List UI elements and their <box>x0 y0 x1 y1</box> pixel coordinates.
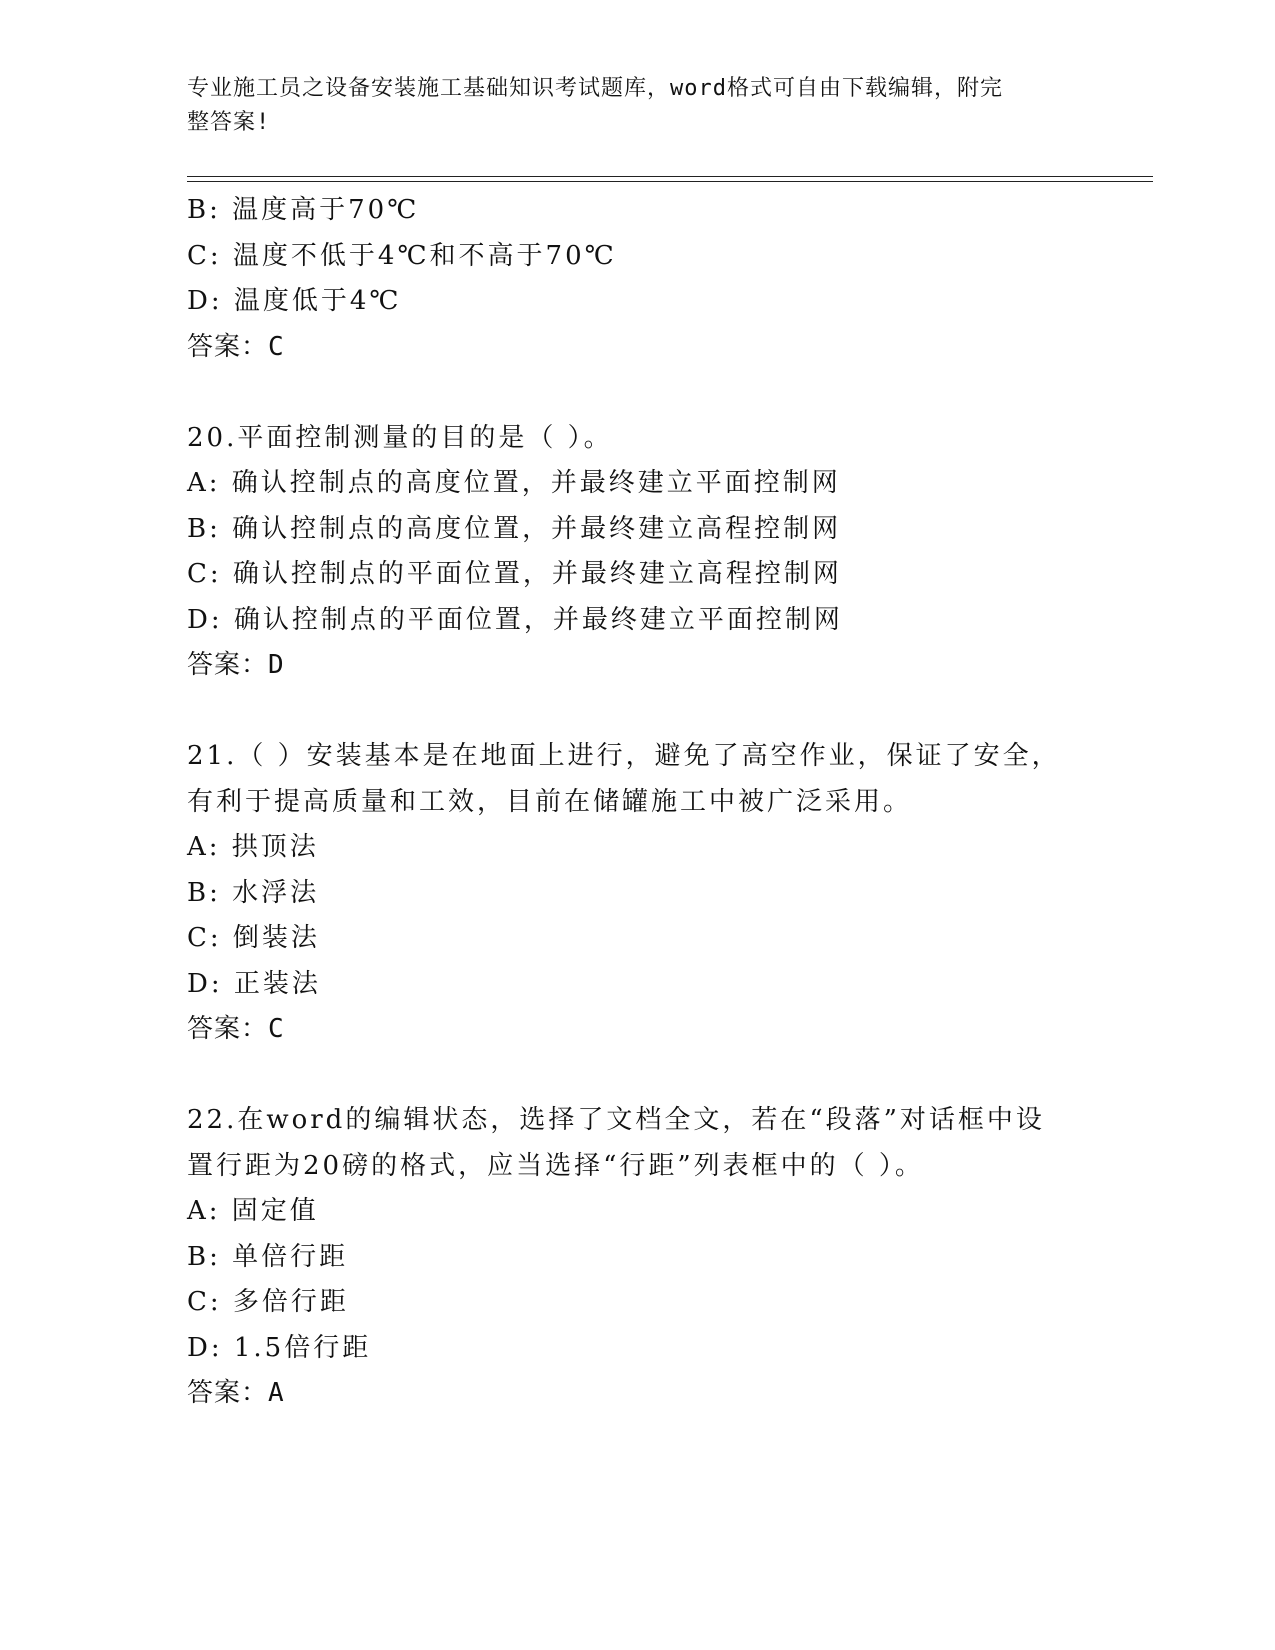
option-a: A: 拱顶法 <box>187 832 319 862</box>
option-d: D: 确认控制点的平面位置，并最终建立平面控制网 <box>187 604 843 635</box>
header-line-2: 整答案! <box>187 110 271 135</box>
question-19-tail <box>187 188 1087 370</box>
option-b: B: 确认控制点的高度位置，并最终建立高程控制网 <box>187 513 842 544</box>
option-c: C: 温度不低于4℃和不高于70℃ <box>187 240 617 271</box>
answer: 答案：D <box>187 650 285 680</box>
option-b: B: 水浮法 <box>187 877 320 908</box>
answer: 答案：C <box>187 1014 285 1044</box>
question-22 <box>187 1098 1087 1417</box>
answer: 答案：C <box>187 331 285 362</box>
answer: 答案：A <box>187 1378 285 1408</box>
option-b: B: 温度高于70℃ <box>187 195 420 225</box>
option-d: D: 1.5倍行距 <box>187 1332 372 1363</box>
option-a: A: 固定值 <box>187 1196 319 1226</box>
option-b: B: 单倍行距 <box>187 1241 349 1272</box>
question-21 <box>187 734 1087 1053</box>
header-divider-top <box>187 176 1153 177</box>
spacer <box>187 689 1087 735</box>
spacer <box>187 1053 1087 1099</box>
question-list <box>187 188 1087 1417</box>
option-c: C: 确认控制点的平面位置，并最终建立高程控制网 <box>187 559 842 589</box>
question-text-line-1: 22.在word的编辑状态，选择了文档全文，若在“段落”对话框中设 <box>187 1105 1045 1135</box>
header-line-1: 专业施工员之设备安装施工基础知识考试题库，word格式可自由下载编辑，附完 <box>187 76 1003 101</box>
option-d: D: 正装法 <box>187 968 321 999</box>
option-c: C: 倒装法 <box>187 923 320 953</box>
question-text-line-2: 有利于提高质量和工效，目前在储罐施工中被广泛采用。 <box>187 786 913 817</box>
question-20 <box>187 416 1087 689</box>
option-d: D: 温度低于4℃ <box>187 286 402 316</box>
header-divider-bottom <box>187 181 1153 182</box>
option-a: A: 确认控制点的高度位置，并最终建立平面控制网 <box>187 468 841 498</box>
question-text-line-1: 21.（ ）安装基本是在地面上进行，避免了高空作业，保证了安全， <box>187 741 1061 771</box>
spacer <box>187 370 1087 416</box>
question-text-line-2: 置行距为20磅的格式，应当选择“行距”列表框中的（ ）。 <box>187 1150 924 1181</box>
question-text: 20.平面控制测量的目的是（ ）。 <box>187 422 613 453</box>
document-header <box>187 72 1067 140</box>
option-c: C: 多倍行距 <box>187 1287 349 1317</box>
